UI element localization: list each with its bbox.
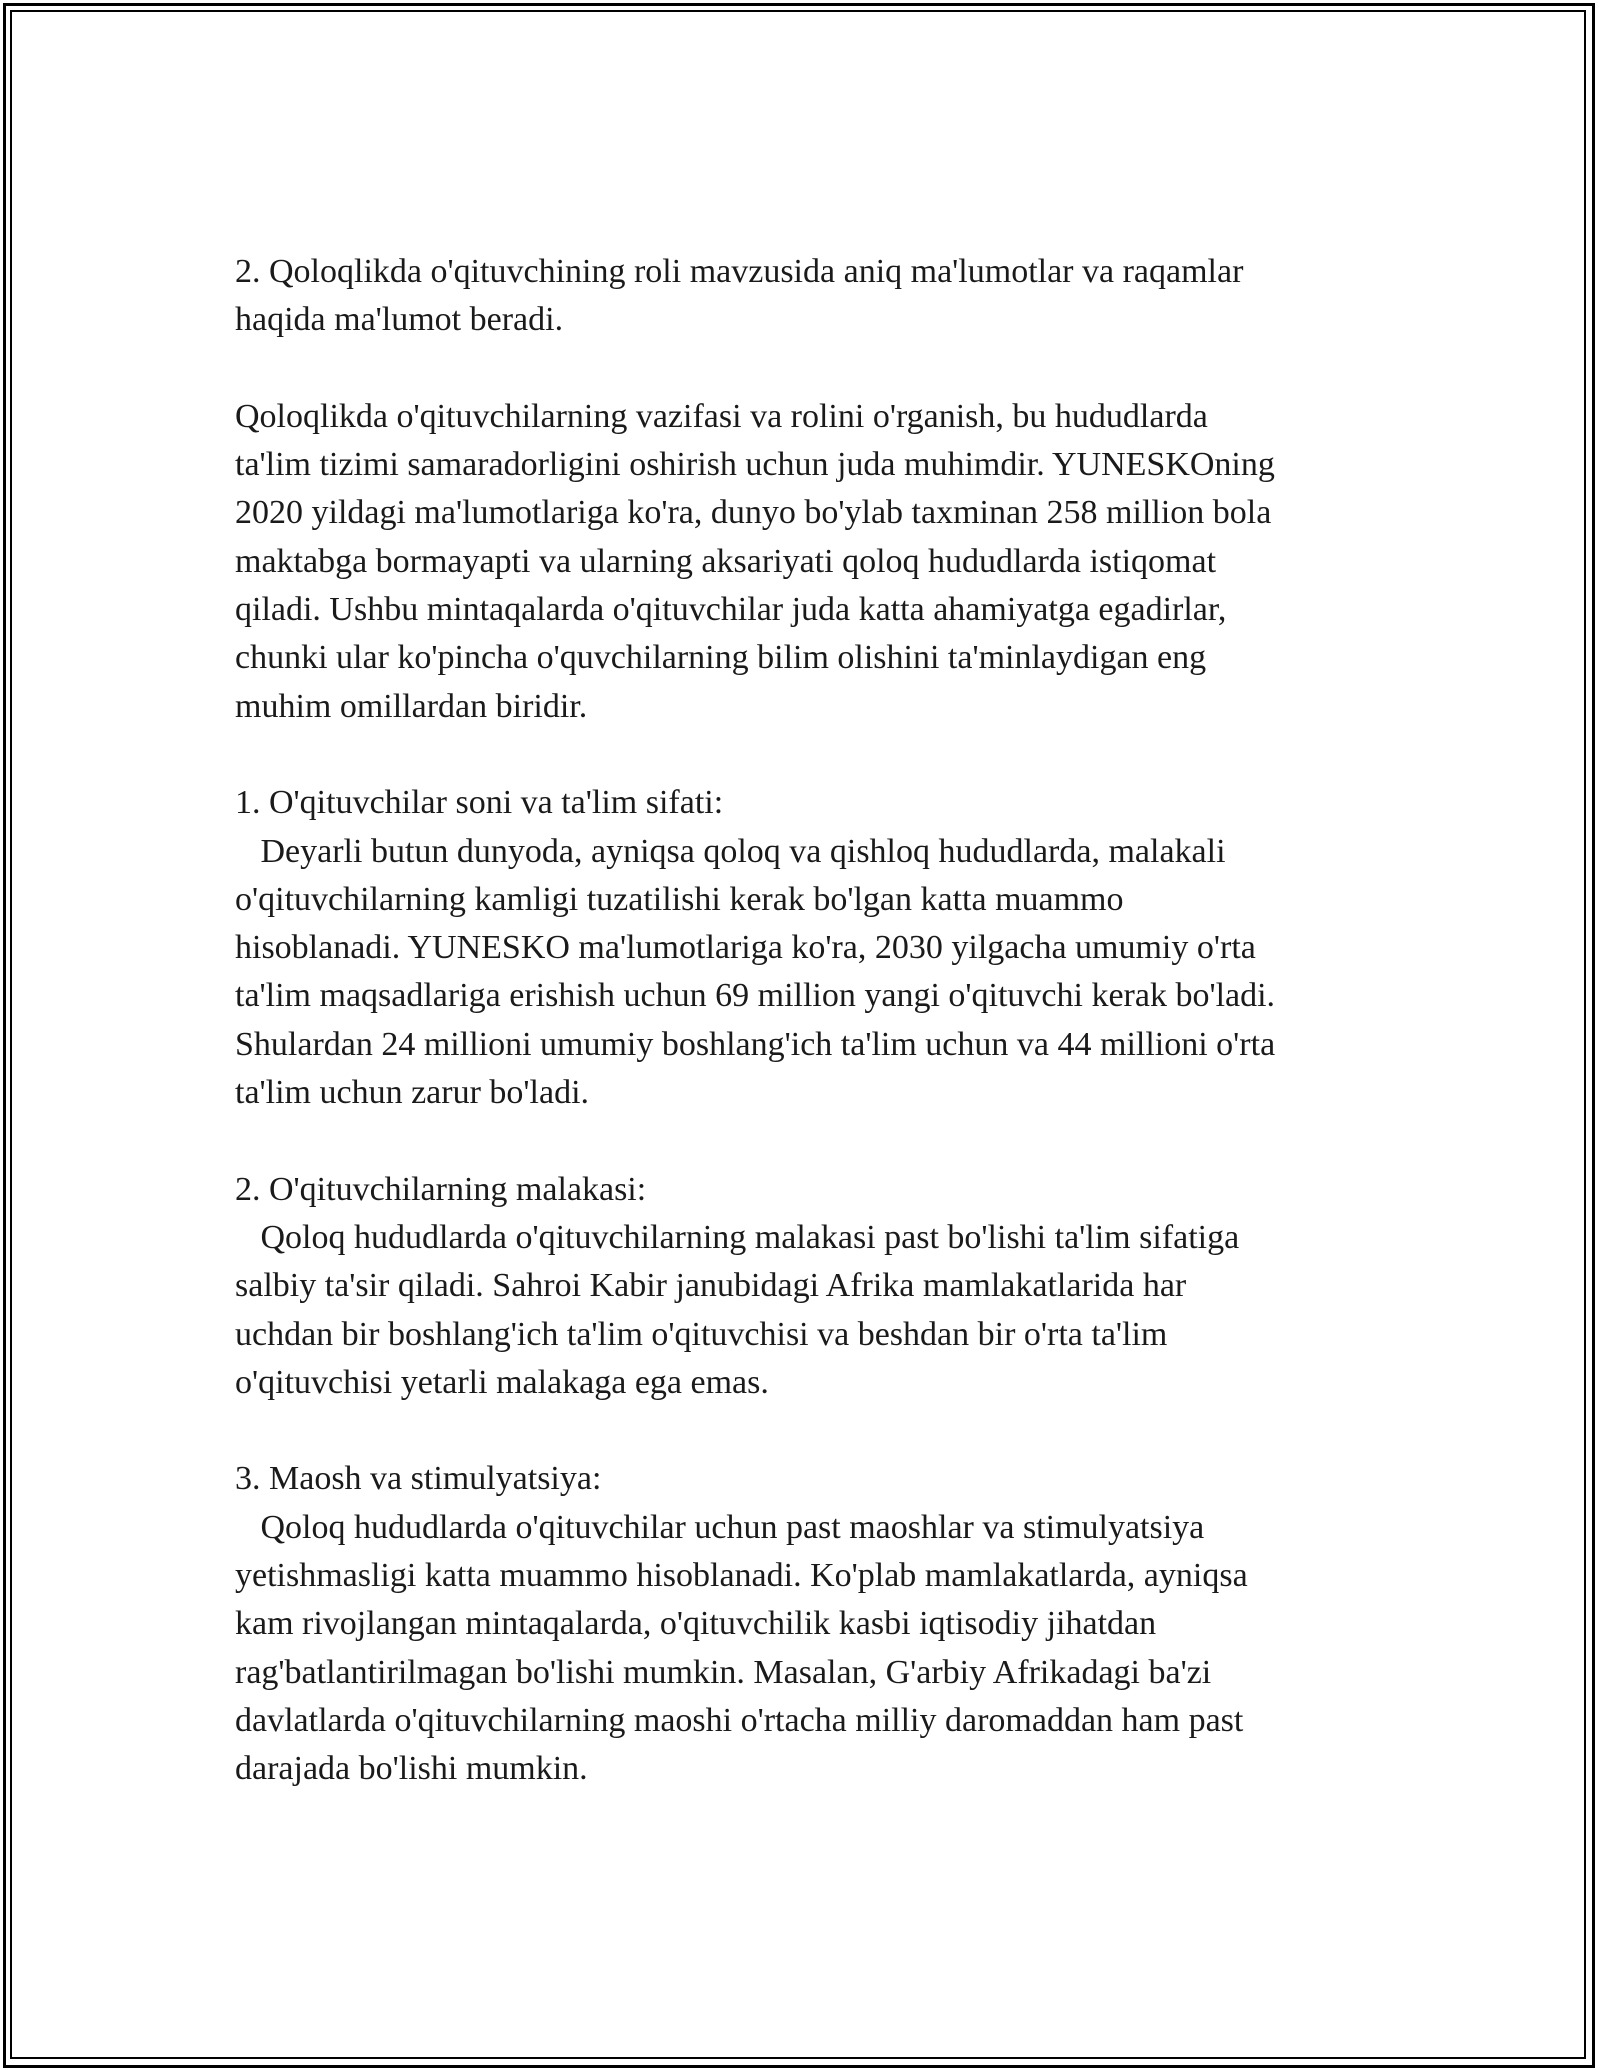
text-line: Qoloq hududlarda o'qituvchilarning malakasi past bo'lishi ta'lim sifatiga bbox=[235, 1218, 1240, 1256]
text-line: darajada bo'lishi mumkin. bbox=[235, 1750, 588, 1788]
text-line: ta'lim uchun zarur bo'ladi. bbox=[235, 1074, 590, 1112]
text-line: Qoloq hududlarda o'qituvchilar uchun past maoshlar va stimulyatsiya bbox=[235, 1508, 1205, 1546]
text-line: haqida ma'lumot beradi. bbox=[235, 301, 564, 339]
blank-line bbox=[235, 731, 1415, 779]
section-salary bbox=[235, 1455, 1415, 1793]
text-line: maktabga bormayapti va ularning aksariyati qoloq hududlarda istiqomat bbox=[235, 542, 1217, 580]
text-line: 2020 yildagi ma'lumotlariga ko'ra, dunyo bo'ylab taxminan 258 million bola bbox=[235, 494, 1272, 532]
section-teacher-count bbox=[235, 779, 1415, 1117]
text-line: rag'batlantirilmagan bo'lishi mumkin. Masalan, G'arbiy Afrikadagi ba'zi bbox=[235, 1653, 1212, 1691]
text-line: ta'lim tizimi samaradorligini oshirish uchun juda muhimdir. YUNESKOning bbox=[235, 446, 1275, 484]
section-title: 1. O'qituvchilar soni va ta'lim sifati: bbox=[235, 784, 724, 822]
text-line: chunki ular ko'pincha o'quvchilarning bilim olishini ta'minlaydigan eng bbox=[235, 639, 1207, 677]
text-line: ta'lim maqsadlariga erishish uchun 69 million yangi o'qituvchi kerak bo'ladi. bbox=[235, 977, 1276, 1015]
text-line: salbiy ta'sir qiladi. Sahroi Kabir janubidagi Afrika mamlakatlarida har bbox=[235, 1267, 1187, 1305]
text-line: uchdan bir boshlang'ich ta'lim o'qituvchisi va beshdan bir o'rta ta'lim bbox=[235, 1315, 1168, 1353]
document-body bbox=[235, 248, 1415, 1794]
blank-line bbox=[235, 1407, 1415, 1455]
intro-heading bbox=[235, 248, 1415, 345]
section-title: 3. Maosh va stimulyatsiya: bbox=[235, 1460, 602, 1498]
text-line: davlatlarda o'qituvchilarning maoshi o'rtacha milliy daromaddan ham past bbox=[235, 1701, 1244, 1739]
blank-line bbox=[235, 345, 1415, 393]
text-line: hisoblanadi. YUNESKO ma'lumotlariga ko'ra, 2030 yilgacha umumiy o'rta bbox=[235, 929, 1256, 967]
text-line: Deyarli butun dunyoda, ayniqsa qoloq va qishloq hududlarda, malakali bbox=[235, 832, 1226, 870]
text-line: Shulardan 24 millioni umumiy boshlang'ich ta'lim uchun va 44 millioni o'rta bbox=[235, 1025, 1276, 1063]
text-line: yetishmasligi katta muammo hisoblanadi. Ko'plab mamlakatlarda, ayniqsa bbox=[235, 1557, 1248, 1595]
section-title: 2. O'qituvchilarning malakasi: bbox=[235, 1170, 647, 1208]
text-line: qiladi. Ushbu mintaqalarda o'qituvchilar juda katta ahamiyatga egadirlar, bbox=[235, 591, 1227, 629]
text-line: kam rivojlangan mintaqalarda, o'qituvchilik kasbi iqtisodiy jihatdan bbox=[235, 1605, 1157, 1643]
section-teacher-qualification bbox=[235, 1166, 1415, 1407]
text-line: 2. Qoloqlikda o'qituvchining roli mavzusida aniq ma'lumotlar va raqamlar bbox=[235, 253, 1244, 290]
text-line: muhim omillardan biridir. bbox=[235, 687, 588, 725]
text-line: Qoloqlikda o'qituvchilarning vazifasi va rolini o'rganish, bu hududlarda bbox=[235, 397, 1208, 435]
intro-paragraph bbox=[235, 393, 1415, 731]
text-line: o'qituvchisi yetarli malakaga ega emas. bbox=[235, 1363, 769, 1401]
text-line: o'qituvchilarning kamligi tuzatilishi kerak bo'lgan katta muammo bbox=[235, 880, 1124, 918]
blank-line bbox=[235, 1117, 1415, 1165]
